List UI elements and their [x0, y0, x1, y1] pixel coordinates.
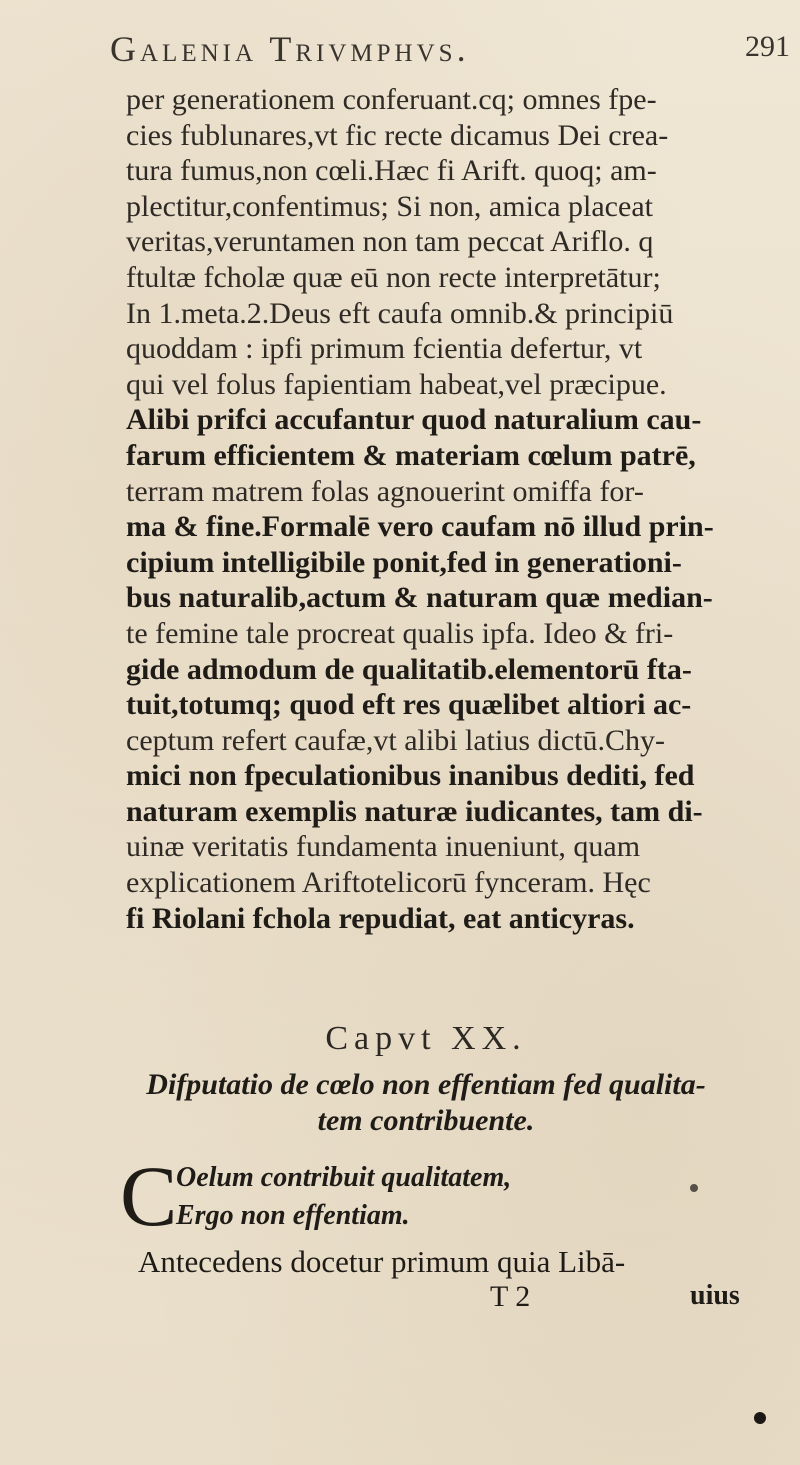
chapter-subtitle-line: Difputatio de cœlo non effentiam fed qualita- — [146, 1068, 706, 1101]
page-number: 291 — [745, 30, 790, 63]
text-line: terram matrem folas agnouerint omiffa for- — [126, 474, 644, 508]
running-head — [110, 28, 800, 68]
text-line: ceptum refert caufæ,vt alibi latius dictū.Chy- — [126, 723, 666, 757]
text-line: gide admodum de qualitatib.elementorū fta- — [126, 652, 692, 686]
text-line: Alibi prifci accufantur quod naturalium cau- — [126, 403, 702, 437]
text-line: per generationem conferuant.cq; omnes fpe- — [126, 83, 657, 116]
text-line: ma & fine.Formalē vero caufam nō illud prin- — [126, 510, 714, 544]
signature-mark: T 2 — [490, 1280, 531, 1313]
chapter-subtitle — [126, 1067, 726, 1139]
text-line: naturam exemplis naturæ iudicantes, tam di- — [126, 794, 703, 828]
text-line: cies fublunares,vt fic recte dicamus Dei crea- — [126, 118, 669, 152]
text-line: farum efficientem & materiam cœlum patrē, — [126, 438, 696, 472]
text-line: te femine tale procreat qualis ipfa. Ideo & fri- — [126, 616, 674, 650]
text-line: quoddam : ipfi primum fcientia defertur, vt — [126, 332, 643, 366]
text-line: bus naturalib,actum & naturam quæ median- — [126, 581, 713, 615]
body-text — [126, 82, 794, 936]
text-line: cipium intelligibile ponit,fed in generationi- — [126, 545, 682, 579]
ink-spot — [754, 1412, 766, 1424]
antecedens-line: Antecedens docetur primum quia Libā- — [138, 1244, 626, 1279]
text-line: uinæ veritatis fundamenta inueniunt, quam — [126, 830, 641, 864]
chapter-subtitle-line: tem contribuente. — [317, 1104, 535, 1137]
thesis-line: Oelum contribuit qualitatem, — [176, 1162, 512, 1193]
chapter-heading: Capvt XX. — [325, 1020, 527, 1057]
text-line: ftultæ fcholæ quæ eū non recte interpretātur; — [126, 260, 661, 294]
thesis-line: Ergo non effentiam. — [176, 1200, 410, 1231]
text-line: tura fumus,non cœli.Hæc fi Arift. quoq; am- — [126, 154, 657, 188]
text-line: mici non fpeculationibus inanibus dediti, fed — [126, 759, 695, 793]
text-line: tuit,totumq; quod eft res quælibet altiori ac- — [126, 688, 692, 722]
text-line: veritas,veruntamen non tam peccat Ariflo. q — [126, 225, 654, 259]
text-line: explicationem Ariftotelicorū fynceram. Hęc — [126, 866, 651, 900]
running-title: Galenia Trivmphvs. — [110, 29, 470, 69]
drop-cap: C — [120, 1148, 178, 1244]
text-line: In 1.meta.2.Deus eft caufa omnib.& principiū — [126, 296, 674, 330]
catchword: uius — [690, 1280, 740, 1311]
text-line: qui vel folus fapientiam habeat,vel præcipue. — [126, 367, 667, 401]
ink-spot — [690, 1184, 698, 1192]
text-line: fi Riolani fchola repudiat, eat anticyras. — [126, 901, 635, 935]
text-line: plectitur,confentimus; Si non, amica placeat — [126, 189, 653, 223]
page-footer — [0, 1280, 800, 1320]
